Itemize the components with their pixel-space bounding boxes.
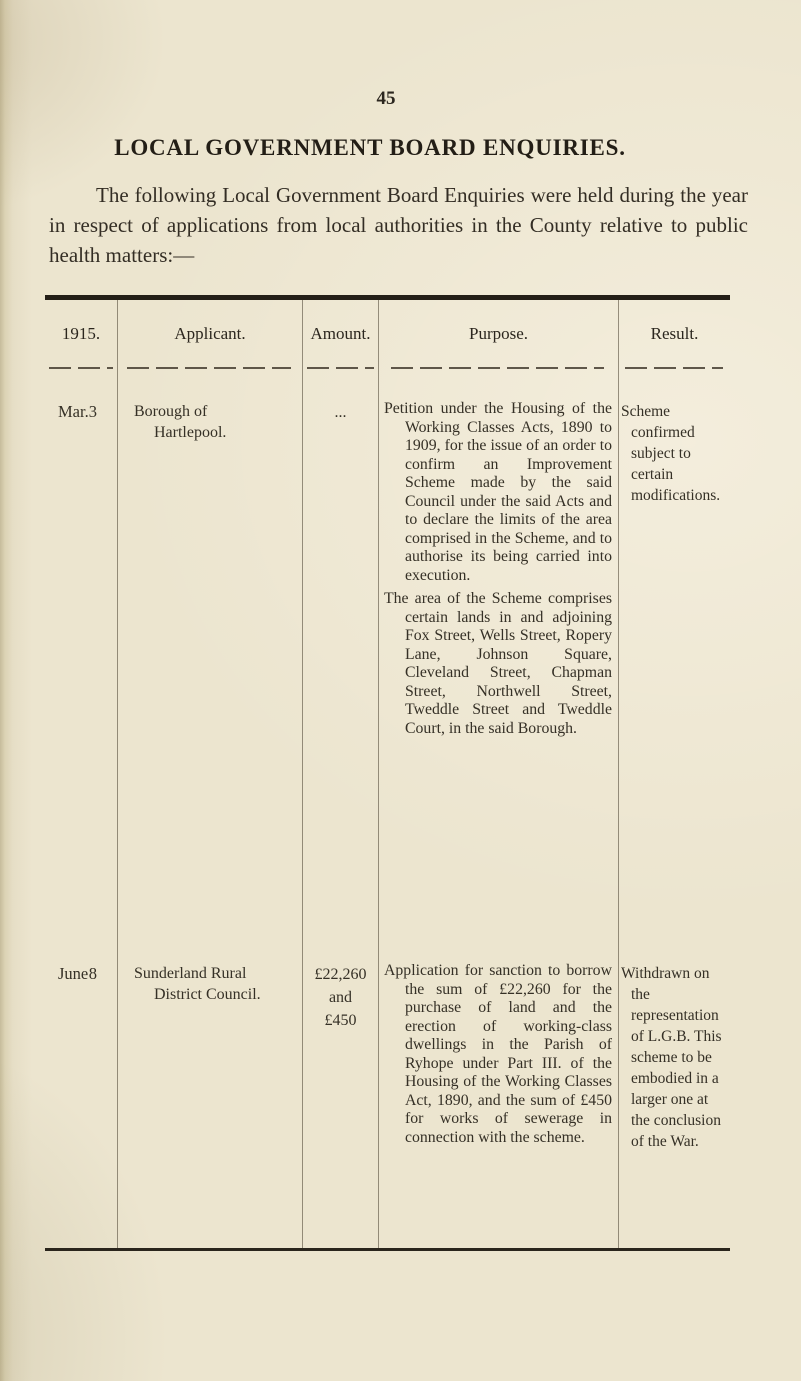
column-header-result: Result.: [618, 300, 730, 398]
table-row-2-amount: [302, 960, 378, 1248]
table-row-2-applicant: [117, 960, 302, 1248]
purpose-paragraph: Petition under the Housing of the Working Classes Acts, 1890 to 1909, for the issue of an order to confirm an Improvement Scheme made by the said Council under the said Acts and to declare the limits of the area comprised in the Scheme, and to authorise its being carried into execution.: [384, 400, 612, 584]
amount-line: ...: [334, 404, 347, 421]
amount-line: £450: [324, 1012, 357, 1029]
date-day: 8: [88, 964, 97, 983]
table-row-1-amount: [302, 398, 378, 960]
purpose-paragraph: Application for sanction to borrow the sum of £22,260 for the purchase of land and the erection of working-class dwellings in the Parish of Ryhope under Part III. of the Housing of the Working Classes Act, 1890, and the sum of £450 for works of sewerage in connection with the scheme.: [384, 962, 612, 1146]
date-month: Mar.: [58, 402, 89, 421]
amount-line: £22,260: [314, 966, 367, 983]
intro-paragraph: The following Local Government Board Enquiries were held during the year in respect of applications from local authorities in the County relative to public health matters:—: [49, 183, 748, 267]
date-day: 3: [88, 402, 97, 421]
page-title: LOCAL GOVERNMENT BOARD ENQUIRIES.: [114, 135, 626, 160]
table-row-1-applicant: [117, 398, 302, 960]
column-header-amount: Amount.: [302, 300, 378, 398]
table-row-1-date: [45, 398, 117, 960]
table-row-1-purpose: [378, 398, 618, 960]
table-row-1-result: [618, 398, 730, 960]
purpose-paragraph: The area of the Scheme comprises certain lands in and adjoining Fox Street, Wells Street, Ropery Lane, Johnson Square, Cleveland Street, Chapman Street, Northwell Street, Tweddle Street and Tweddle Court, in the said Borough.: [384, 590, 612, 737]
enquiries-table: [45, 295, 730, 1251]
result-text: Withdrawn on the representation of L.G.B. This scheme to be embodied in a larger one at the conclusion of the War.: [621, 965, 722, 1150]
amount-line: and: [328, 989, 353, 1006]
column-header-applicant: Applicant.: [117, 300, 302, 398]
date-month: June: [58, 964, 89, 983]
table-row-2-purpose: [378, 960, 618, 1248]
column-header-purpose: Purpose.: [378, 300, 618, 398]
page-number: 45: [376, 88, 396, 109]
table-row-2-date: [45, 960, 117, 1248]
result-text: Scheme confirmed subject to certain modifications.: [621, 403, 721, 504]
table-row-2-result: [618, 960, 730, 1248]
applicant-name: Sunderland Rural District Council.: [134, 965, 261, 1003]
applicant-name: Borough of Hartlepool.: [134, 403, 227, 441]
column-header-year: 1915.: [45, 300, 117, 398]
